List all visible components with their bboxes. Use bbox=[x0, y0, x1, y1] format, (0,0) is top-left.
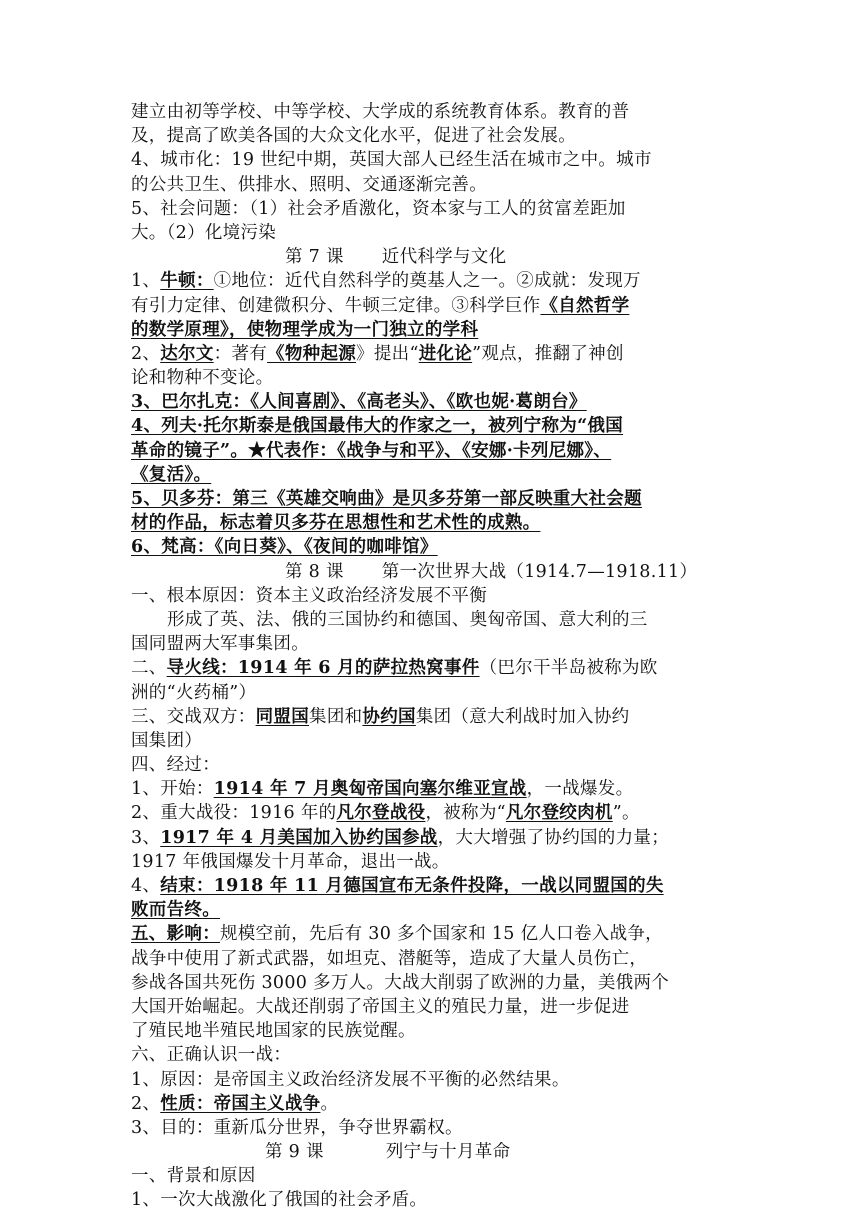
item-index: 1、 bbox=[131, 271, 161, 292]
newton-book: 的数学原理》，使物理学成为一门独立的学科 bbox=[131, 319, 479, 340]
text-line: 5、社会问题：（1）社会矛盾激化，资本家与工人的贫富差距加 bbox=[131, 198, 626, 219]
impact-line-5: 了殖民地半殖民地国家的民族觉醒。 bbox=[131, 1021, 416, 1042]
item-index: 3、 bbox=[131, 827, 161, 848]
item-index: 2、 bbox=[131, 1093, 161, 1114]
darwin-text: 》提出“ bbox=[356, 343, 419, 364]
start-text: ，一战爆发。 bbox=[526, 779, 634, 800]
darwin-name: 达尔文 bbox=[160, 343, 214, 364]
darwin-theory: 进化论 bbox=[418, 343, 473, 364]
impact-line-4: 大国开始崛起。大战还削弱了帝国主义的殖民力量，进一步促进 bbox=[131, 996, 630, 1017]
lesson8-heading bbox=[131, 560, 731, 584]
fuse-line-2: 洲的“火药桶”） bbox=[131, 682, 257, 703]
lesson7-number: 第 7 课 bbox=[285, 247, 344, 268]
item-index: 二、 bbox=[131, 658, 167, 679]
tolstoy-line-3: 《复活》。 bbox=[131, 464, 212, 485]
item-index: 4、 bbox=[131, 876, 161, 896]
lesson9-title: 列宁与十月革命 bbox=[385, 1142, 511, 1163]
newton-book: 《自然哲学 bbox=[540, 295, 630, 316]
text-line: 的公共卫生、供排水、照明、交通逐渐完善。 bbox=[131, 174, 487, 195]
fuse-note: （巴尔干半岛被称为欧 bbox=[479, 658, 658, 679]
cause-line-2: 形成了英、法、俄的三国协约和德国、奥匈帝国、意大利的三 bbox=[167, 609, 648, 630]
text-line: 4、城市化：19 世纪中期，英国大部人已经生活在城市之中。城市 bbox=[131, 150, 652, 171]
start-event: 1914 年 7 月奥匈帝国向塞尔维亚宣战 bbox=[213, 779, 527, 800]
reason-line: 1、原因：是帝国主义政治经济发展不平衡的必然结果。 bbox=[131, 1069, 570, 1090]
battle-text: 2、重大战役：1916 年的 bbox=[131, 803, 337, 824]
item-index: 2、 bbox=[131, 343, 161, 364]
start-label: 1、开始： bbox=[131, 779, 214, 800]
lesson8-number: 第 8 课 bbox=[285, 561, 344, 582]
sides-text: 集团（意大利战时加入协约 bbox=[415, 706, 630, 727]
fuse-line bbox=[131, 656, 731, 680]
battle-text: ，被称为“ bbox=[425, 803, 506, 824]
newton-line-2 bbox=[131, 294, 731, 318]
impact-line-2: 战争中使用了新式武器，如坦克、潜艇等，造成了大量人员伤亡， bbox=[131, 948, 648, 969]
darwin-text: ：著有 bbox=[213, 343, 268, 364]
impact-label: 五、影响： bbox=[131, 924, 220, 945]
start-line bbox=[131, 777, 731, 801]
entente-powers: 协约国 bbox=[362, 706, 416, 727]
newton-name: 牛顿： bbox=[160, 271, 214, 292]
us-entry: 1917 年 4 月美国加入协约国参战 bbox=[160, 827, 438, 848]
darwin-book: 《物种起源 bbox=[267, 343, 357, 364]
beethoven-line-2: 材的作品，标志着贝多芬在思想性和艺术性的成熟。 bbox=[131, 513, 541, 534]
vangogh-line: 6、梵高：《向日葵》、《夜间的咖啡馆》 bbox=[131, 537, 438, 558]
darwin-line-1 bbox=[131, 342, 731, 366]
lesson7-title: 近代科学与文化 bbox=[381, 247, 507, 268]
tolstoy-line-2: 革命的镜子”。★代表作：《战争与和平》、《安娜·卡列尼娜》、 bbox=[131, 440, 612, 461]
background-item: 1、一次大战激化了俄国的社会矛盾。 bbox=[131, 1190, 428, 1211]
darwin-text: ”观点，推翻了神创 bbox=[472, 343, 624, 364]
us-line-2: 1917 年俄国爆发十月革命，退出一战。 bbox=[131, 851, 450, 872]
end-line bbox=[131, 874, 731, 898]
impact-line bbox=[131, 922, 731, 946]
newton-text: ①地位：近代自然科学的奠基人之一。②成就：发现万 bbox=[213, 271, 641, 292]
newton-text: 有引力定律、创建微积分、牛顿三定律。③科学巨作 bbox=[131, 295, 541, 316]
battle-line bbox=[131, 801, 731, 825]
cause-line: 一、根本原因：资本主义政治经济发展不平衡 bbox=[131, 585, 487, 606]
balzac-line: 3、巴尔扎克：《人间喜剧》、《高老头》、《欧也妮·葛朗台》 bbox=[131, 392, 587, 413]
document-page bbox=[131, 100, 731, 1213]
newton-line-3 bbox=[131, 318, 731, 342]
sides-label: 三、交战双方： bbox=[131, 706, 256, 727]
goal-line: 3、目的：重新瓜分世界，争夺世界霸权。 bbox=[131, 1117, 463, 1138]
battle-text: ”。 bbox=[612, 803, 640, 824]
impact-text: 规模空前，先后有 30 多个国家和 15 亿人口卷入战争， bbox=[220, 924, 663, 945]
beethoven-line-1: 5、贝多芬：第三《英雄交响曲》是贝多芬第一部反映重大社会题 bbox=[131, 489, 642, 509]
sides-line bbox=[131, 705, 731, 729]
sides-line-2: 国集团） bbox=[131, 730, 203, 751]
understand-heading: 六、正确认识一战： bbox=[131, 1045, 292, 1066]
verdun-battle: 凡尔登战役 bbox=[336, 803, 426, 824]
sides-text: 集团和 bbox=[309, 706, 363, 727]
nature-text: 性质：帝国主义战争 bbox=[160, 1093, 321, 1114]
darwin-line-2: 论和物种不变论。 bbox=[131, 368, 274, 389]
central-powers: 同盟国 bbox=[255, 706, 310, 727]
text-line: 及，提高了欧美各国的大众文化水平，促进了社会发展。 bbox=[131, 126, 576, 147]
process-heading: 四、经过： bbox=[131, 755, 220, 776]
end-line-2: 败而告终。 bbox=[131, 900, 220, 921]
nature-line bbox=[131, 1092, 731, 1116]
lesson7-heading bbox=[131, 245, 731, 269]
cause-line-3: 国同盟两大军事集团。 bbox=[131, 634, 309, 655]
impact-line-3: 参战各国共死伤 3000 多万人。大战大削弱了欧洲的力量，美俄两个 bbox=[131, 972, 670, 993]
text-line: 大。（2）化境污染 bbox=[131, 222, 277, 243]
lesson8-title: 第一次世界大战（1914.7—1918.11） bbox=[381, 561, 698, 582]
newton-line-1 bbox=[131, 269, 731, 293]
nature-end: 。 bbox=[320, 1093, 339, 1114]
background-heading: 一、背景和原因 bbox=[131, 1166, 256, 1187]
lesson9-number: 第 9 课 bbox=[265, 1142, 324, 1163]
tolstoy-line-1: 4、列夫·托尔斯泰是俄国最伟大的作家之一，被列宁称为“俄国 bbox=[131, 416, 624, 437]
verdun-nickname: 凡尔登绞肉机 bbox=[505, 803, 613, 824]
text-line: 建立由初等学校、中等学校、大学成的系统教育体系。教育的普 bbox=[131, 102, 630, 122]
fuse-text: 导火线：1914 年 6 月的萨拉热窝事件 bbox=[166, 658, 480, 679]
us-line bbox=[131, 826, 731, 850]
us-text: ，大大增强了协约国的力量； bbox=[437, 827, 669, 848]
lesson9-heading bbox=[131, 1140, 731, 1164]
end-text: 结束：1918 年 11 月德国宣布无条件投降，一战以同盟国的失 bbox=[160, 876, 664, 896]
